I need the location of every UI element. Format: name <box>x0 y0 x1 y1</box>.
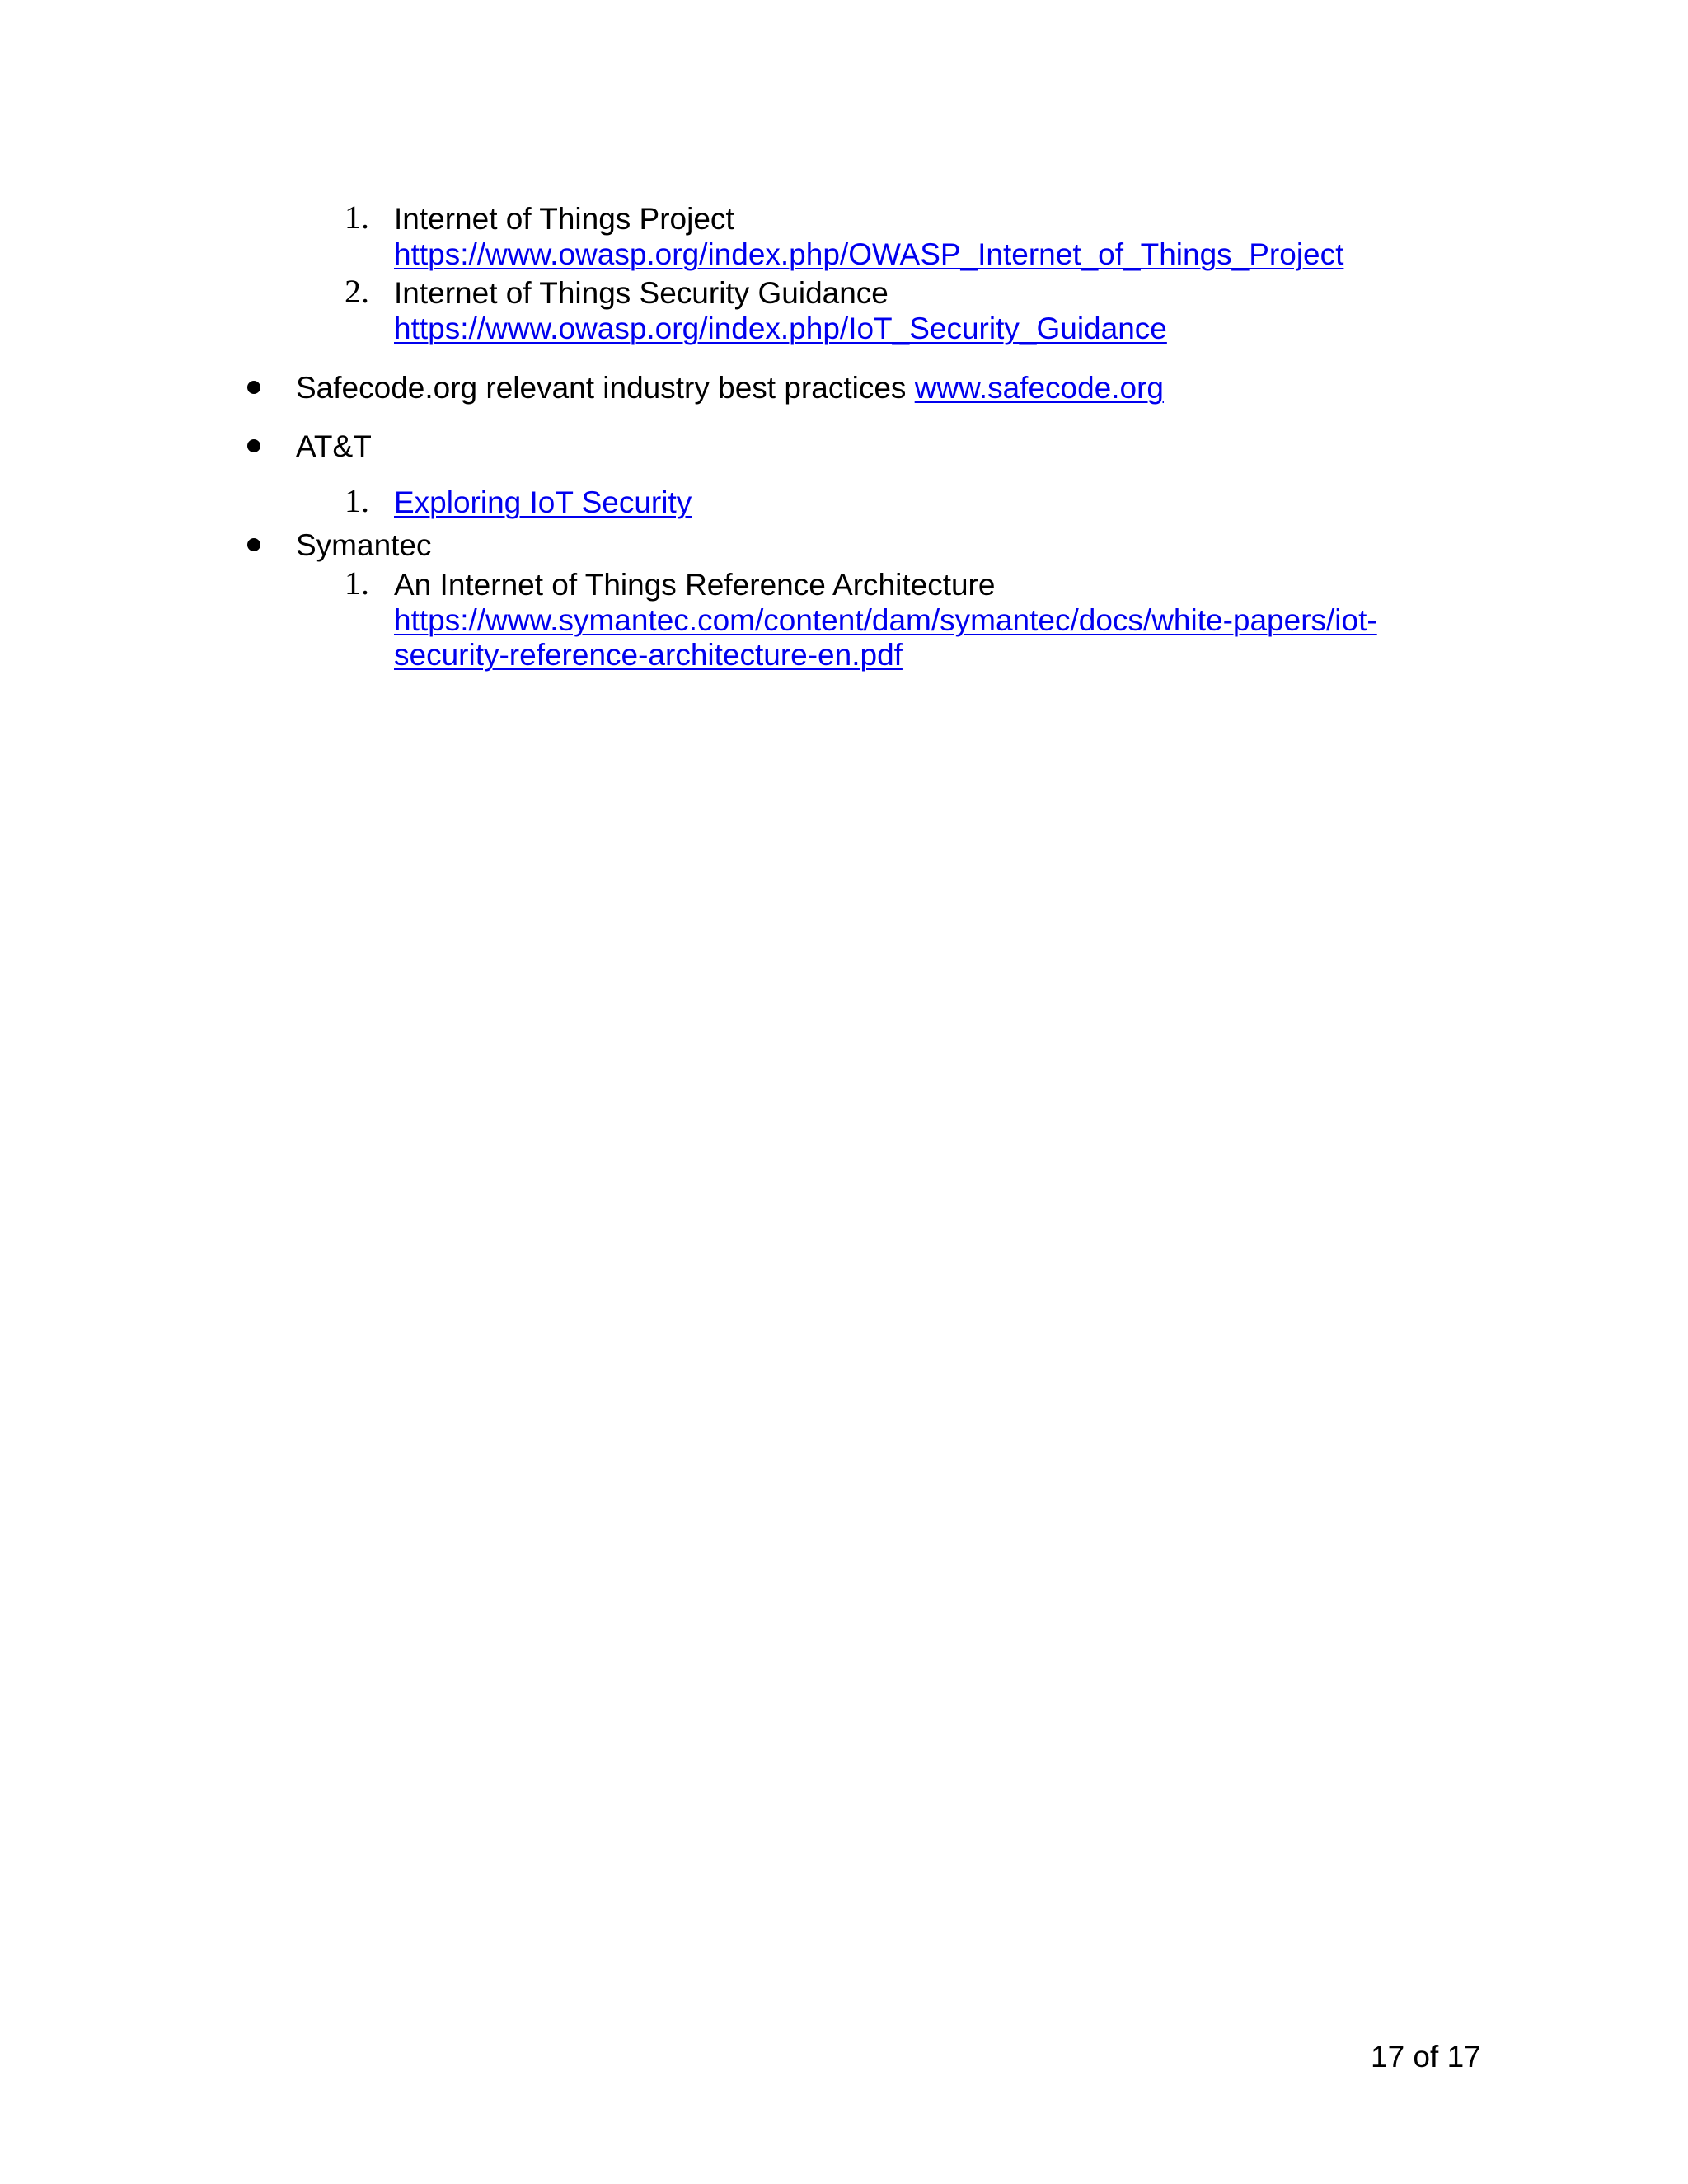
list-number: 1. <box>345 199 369 236</box>
owasp-iot-guidance-link[interactable]: https://www.owasp.org/index.php/IoT_Security_Guidance <box>394 312 1167 345</box>
att-label: AT&T <box>296 429 372 463</box>
list-number: 2. <box>345 273 369 310</box>
symantec-reference-link-line-2[interactable]: security-reference-architecture-en.pdf <box>394 638 903 672</box>
safecode-text: Safecode.org relevant industry best practices <box>296 371 915 405</box>
bullet-icon <box>247 381 260 394</box>
list-item-title: An Internet of Things Reference Architecture <box>394 568 996 602</box>
symantec-label: Symantec <box>296 528 432 562</box>
list-item-title: Internet of Things Project <box>394 202 734 236</box>
safecode-link[interactable]: www.safecode.org <box>914 371 1165 405</box>
bullet-icon <box>247 538 260 551</box>
list-item-title: Internet of Things Security Guidance <box>394 276 889 310</box>
page-number: 17 of 17 <box>1371 2040 1481 2074</box>
list-number: 1. <box>345 565 369 602</box>
bullet-icon <box>247 439 260 452</box>
owasp-iot-project-link[interactable]: https://www.owasp.org/index.php/OWASP_Internet_of_Things_Project <box>394 237 1344 271</box>
safecode-item <box>296 370 1164 405</box>
exploring-iot-security-link[interactable]: Exploring IoT Security <box>394 485 692 519</box>
symantec-reference-link-line-1[interactable]: https://www.symantec.com/content/dam/symantec/docs/white-papers/iot- <box>394 603 1377 637</box>
list-number: 1. <box>345 482 369 519</box>
